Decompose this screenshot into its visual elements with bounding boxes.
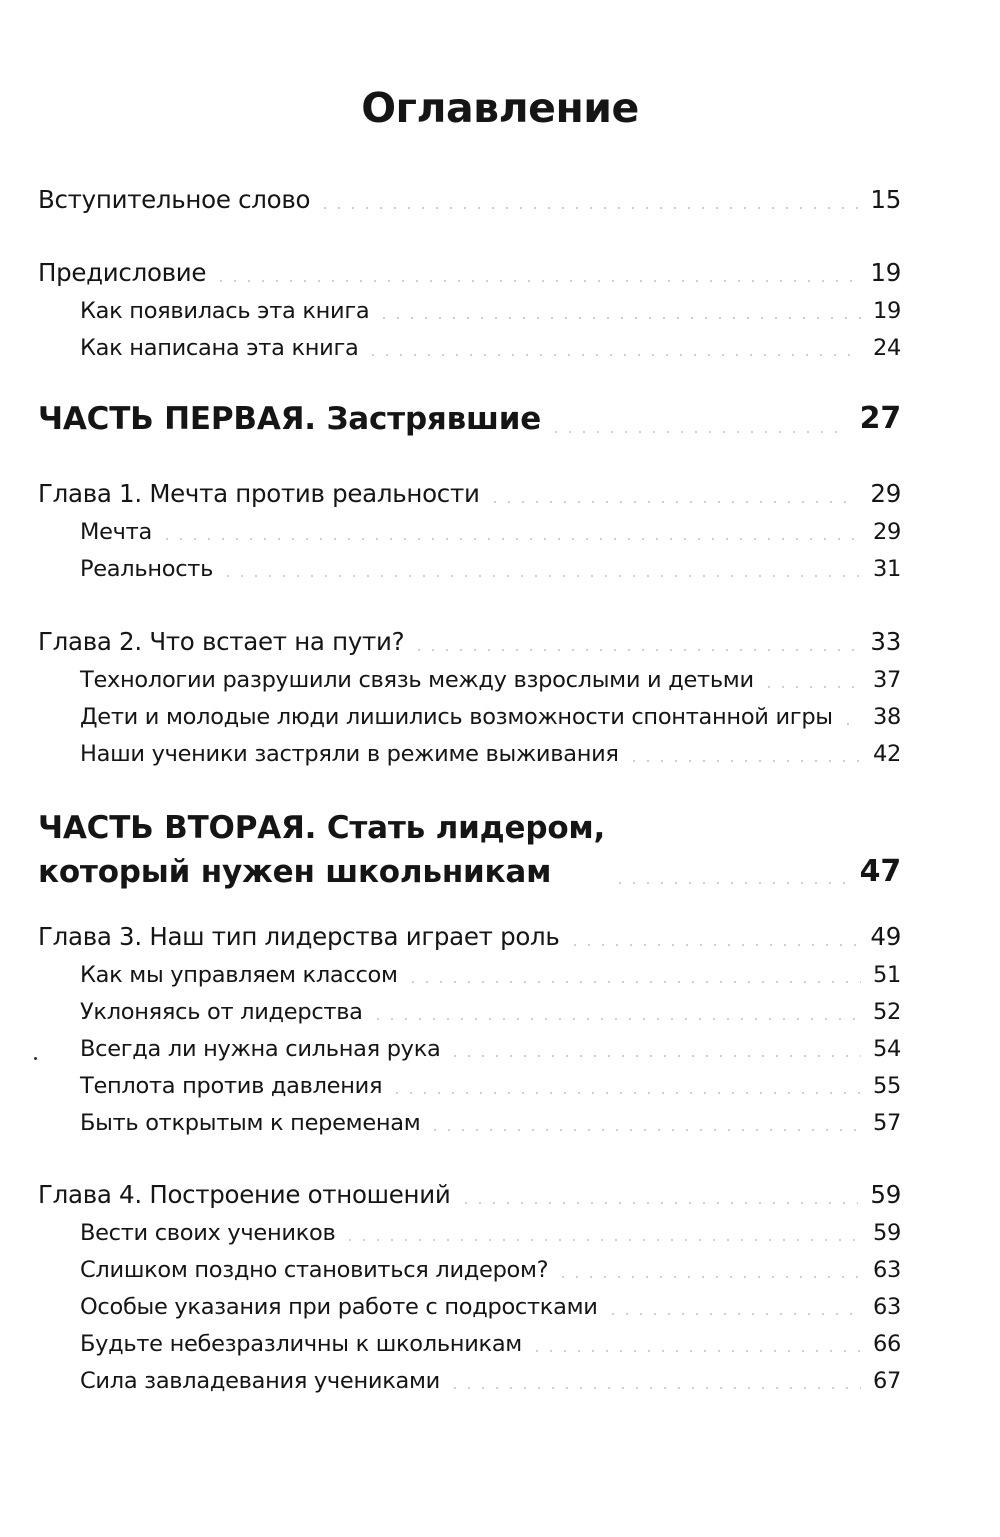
dot-leader xyxy=(530,1350,861,1352)
dot-leader xyxy=(214,280,858,282)
dot-leader xyxy=(390,1092,861,1094)
toc-page-number: 49 xyxy=(870,922,901,951)
toc-page-number: 52 xyxy=(872,999,901,1025)
print-speck xyxy=(34,1057,37,1060)
toc-page-number: 27 xyxy=(859,401,901,436)
toc-subentry[interactable] xyxy=(80,1293,901,1321)
toc-subentry[interactable] xyxy=(80,998,901,1026)
toc-subentry[interactable] xyxy=(80,1330,901,1358)
toc-subentry[interactable] xyxy=(80,1219,901,1247)
toc-entry-label: Реальность xyxy=(80,556,214,582)
dot-leader xyxy=(841,723,861,725)
toc-page-number: 29 xyxy=(870,479,901,508)
toc-page-number: 63 xyxy=(872,1294,901,1320)
toc-part-one[interactable] xyxy=(38,399,901,439)
toc-subentry[interactable] xyxy=(80,703,901,731)
toc-entry-label: Как написана эта книга xyxy=(80,335,359,361)
dot-leader xyxy=(428,1129,861,1131)
toc-page-number: 37 xyxy=(872,667,901,693)
toc-entry-preface[interactable] xyxy=(38,258,901,288)
dot-leader xyxy=(412,649,858,651)
toc-subentry[interactable] xyxy=(80,518,901,546)
toc-page-number: 67 xyxy=(872,1368,901,1394)
dot-leader xyxy=(371,1018,861,1020)
toc-entry-label: Сила завладевания учениками xyxy=(80,1368,440,1394)
toc-page-number: 59 xyxy=(870,1180,901,1209)
toc-chapter-3[interactable] xyxy=(38,922,901,952)
toc-entry-label: Предисловие xyxy=(38,258,207,287)
toc-page-number: 57 xyxy=(872,1110,901,1136)
dot-leader xyxy=(318,207,858,209)
toc-subentry[interactable] xyxy=(80,1072,901,1100)
toc-entry-label: Будьте небезразличны к школьникам xyxy=(80,1331,522,1357)
toc-subentry[interactable] xyxy=(80,1035,901,1063)
dot-leader xyxy=(627,760,861,762)
toc-entry-label: Технологии разрушили связь между взрослыми и детьми xyxy=(80,667,754,693)
dot-leader xyxy=(488,501,859,503)
dot-leader xyxy=(568,944,859,946)
toc-page-number: 59 xyxy=(872,1220,901,1246)
toc-page-number: 63 xyxy=(872,1257,901,1283)
toc-page-number: 19 xyxy=(872,298,901,324)
dot-leader xyxy=(221,575,861,577)
toc-subentry[interactable] xyxy=(80,1256,901,1284)
toc-entry-label: Как мы управляем классом xyxy=(80,962,398,988)
toc-entry-label: Теплота против давления xyxy=(80,1073,383,1099)
toc-chapter-2[interactable] xyxy=(38,627,901,657)
toc-page-number: 15 xyxy=(870,185,901,214)
toc-chapter-4[interactable] xyxy=(38,1180,901,1210)
toc-page-number: 19 xyxy=(870,258,901,287)
dot-leader xyxy=(459,1202,859,1204)
toc-page-number: 24 xyxy=(872,335,901,361)
page-title: Оглавление xyxy=(361,84,639,132)
dot-leader xyxy=(406,981,861,983)
toc-page-number: 66 xyxy=(872,1331,901,1357)
toc-page-number: 31 xyxy=(872,556,901,582)
toc-page-number: 47 xyxy=(859,854,901,889)
dot-leader xyxy=(366,354,860,356)
toc-entry-label: Как появилась эта книга xyxy=(80,298,370,324)
toc-subentry[interactable] xyxy=(80,1109,901,1137)
toc-chapter-1[interactable] xyxy=(38,479,901,509)
toc-subentry[interactable] xyxy=(80,334,901,362)
toc-entry-label: Наши ученики застряли в режиме выживания xyxy=(80,741,619,767)
toc-entry-label: Вступительное слово xyxy=(38,185,311,214)
dot-leader xyxy=(762,686,861,688)
toc-page-number: 33 xyxy=(870,627,901,656)
toc-entry-label: Дети и молодые люди лишились возможности спонтанной игры xyxy=(80,704,833,730)
dot-leader xyxy=(377,317,861,319)
toc-page-number: 42 xyxy=(872,741,901,767)
dot-leader xyxy=(549,431,848,433)
toc-subentry[interactable] xyxy=(80,961,901,989)
toc-entry-foreword[interactable] xyxy=(38,185,901,215)
toc-entry-label: Слишком поздно становиться лидером? xyxy=(80,1257,549,1283)
toc-page-number: 54 xyxy=(872,1036,901,1062)
toc-part-label xyxy=(38,806,605,894)
toc-entry-label: Всегда ли нужна сильная рука xyxy=(80,1036,441,1062)
toc-entry-label: Особые указания при работе с подростками xyxy=(80,1294,598,1320)
dot-leader xyxy=(343,1239,861,1241)
toc-entry-label: Быть открытым к переменам xyxy=(80,1110,421,1136)
toc-part-two[interactable] xyxy=(38,806,901,894)
toc-entry-label: Вести своих учеников xyxy=(80,1220,336,1246)
dot-leader xyxy=(448,1055,861,1057)
toc-page-number: 29 xyxy=(872,519,901,545)
toc-part-label: ЧАСТЬ ПЕРВАЯ. Застрявшие xyxy=(38,401,542,437)
dot-leader xyxy=(606,1313,861,1315)
toc-entry-label: Уклоняясь от лидерства xyxy=(80,999,363,1025)
toc-entry-label: Глава 1. Мечта против реальности xyxy=(38,479,480,508)
toc-part-label-line1: ЧАСТЬ ВТОРАЯ. Стать лидером, xyxy=(38,810,606,846)
toc-subentry[interactable] xyxy=(80,297,901,325)
toc-subentry[interactable] xyxy=(80,740,901,768)
toc-entry-label: Глава 3. Наш тип лидерства играет роль xyxy=(38,922,560,951)
dot-leader xyxy=(448,1387,861,1389)
toc-subentry[interactable] xyxy=(80,666,901,694)
toc-subentry[interactable] xyxy=(80,1367,901,1395)
toc-entry-label: Глава 4. Построение отношений xyxy=(38,1180,451,1209)
toc-subentry[interactable] xyxy=(80,555,901,583)
toc-entry-label: Глава 2. Что встает на пути? xyxy=(38,627,405,656)
dot-leader xyxy=(556,1276,861,1278)
toc-page-number: 38 xyxy=(872,704,901,730)
toc-entry-label: Мечта xyxy=(80,519,152,545)
dot-leader xyxy=(160,538,861,540)
toc-page-number: 55 xyxy=(872,1073,901,1099)
toc-part-label-line2: который нужен школьникам xyxy=(38,854,552,890)
toc-page-number: 51 xyxy=(872,962,901,988)
dot-leader xyxy=(613,882,848,884)
